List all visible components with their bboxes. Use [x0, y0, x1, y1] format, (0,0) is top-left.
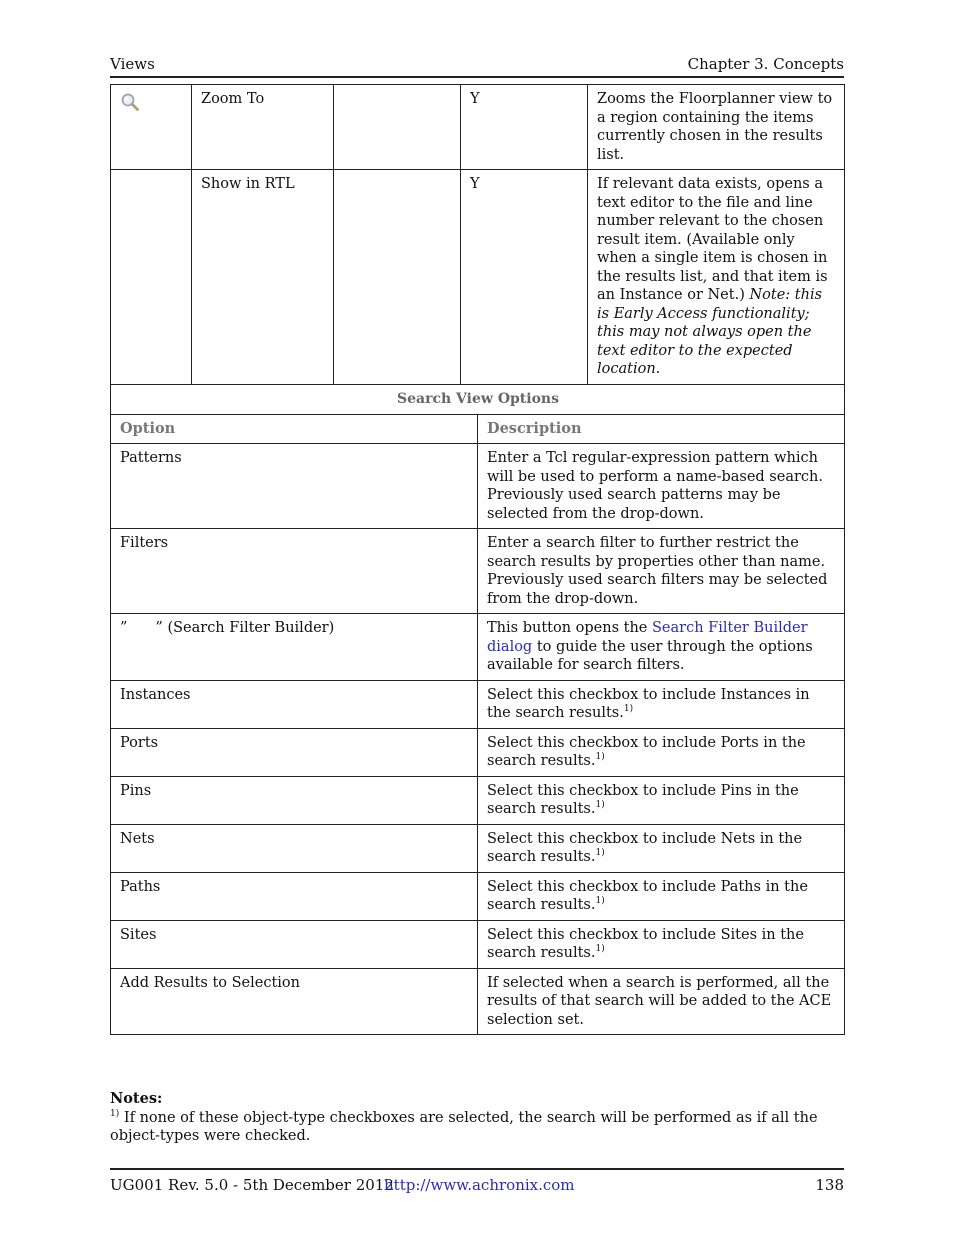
option-name: Paths: [111, 872, 478, 920]
option-name: Instances: [111, 680, 478, 728]
footnote-ref[interactable]: 1): [595, 752, 605, 763]
shortcut-cell: [334, 170, 461, 385]
running-header: [110, 54, 844, 78]
option-description: [478, 680, 845, 728]
footer-url-link[interactable]: http://www.achronix.com: [384, 1176, 575, 1194]
header-section: Views: [110, 55, 155, 73]
flag-cell: Y: [461, 85, 588, 170]
option-name-text: ” (Search Filter Builder): [155, 620, 335, 636]
description-text: Select this checkbox to include Nets in the search results.: [487, 830, 803, 865]
description-text: Select this checkbox to include Ports in the search results.: [487, 734, 806, 769]
description-text: Select this checkbox to include Instances in the search results.: [487, 686, 810, 721]
option-name: Add Results to Selection: [111, 968, 478, 1035]
early-access-note: Note: this is Early Access functionality; this may not always open the text editor to the expected location.: [597, 287, 823, 377]
option-description: Enter a search filter to further restrict the search results by properties other than name. Previously used search filters may be selected from the drop-down.: [478, 529, 845, 614]
button-description: [588, 170, 845, 385]
table-row: [111, 85, 845, 170]
table-row: [111, 444, 845, 529]
option-description: [478, 728, 845, 776]
footnote-text: If none of these object-type checkboxes are selected, the search will be performed as if all the object-types were checked.: [110, 1109, 818, 1144]
table-row: [111, 614, 845, 681]
notes-title: Notes:: [110, 1090, 163, 1107]
option-description: [478, 920, 845, 968]
table-row: [111, 968, 845, 1035]
option-description: [478, 872, 845, 920]
column-header-option: Option: [111, 414, 478, 444]
button-label: Zoom To: [192, 85, 334, 170]
footnote: [110, 1109, 844, 1146]
search-filter-builder-link[interactable]: Search Filter Builder dialog: [487, 620, 808, 655]
footnote-ref[interactable]: 1): [595, 848, 605, 859]
description-text: Select this checkbox to include Pins in the search results.: [487, 782, 799, 817]
option-description: [478, 824, 845, 872]
description-suffix: to guide the user through the options available for search filters.: [487, 638, 813, 673]
page-number: 138: [815, 1176, 844, 1194]
shortcut-cell: [334, 85, 461, 170]
description-text: Select this checkbox to include Sites in the search results.: [487, 926, 804, 961]
button-label: Show in RTL: [192, 170, 334, 385]
option-name: Pins: [111, 776, 478, 824]
column-header-description: Description: [478, 414, 845, 444]
footnote-ref[interactable]: 1): [623, 704, 634, 715]
table-row: [111, 170, 845, 385]
table-row: [111, 728, 845, 776]
option-name: Nets: [111, 824, 478, 872]
table-header-row: [111, 414, 845, 444]
quote-open: ”: [120, 620, 128, 636]
option-description: Enter a Tcl regular-expression pattern which will be used to perform a name-based search. Previously used search patterns may be selected from the drop-down.: [478, 444, 845, 529]
option-description: If selected when a search is performed, all the results of that search will be added to the ACE selection set.: [478, 968, 845, 1035]
button-description: Zooms the Floorplanner view to a region containing the items currently chosen in the results list.: [588, 85, 845, 170]
running-footer: [110, 1168, 844, 1194]
option-name: Sites: [111, 920, 478, 968]
description-prefix: This button opens the: [487, 620, 652, 636]
footer-revision: UG001 Rev. 5.0 - 5th December 2012: [110, 1176, 394, 1194]
footnote-ref[interactable]: 1): [595, 944, 605, 955]
description-text: If relevant data exists, opens a text editor to the file and line number relevant to the chosen result item. (Available only when a single item is chosen in the results list, and that item is an Instance or Net.): [597, 176, 828, 303]
option-name: Filters: [111, 529, 478, 614]
notes-section: [110, 1090, 844, 1146]
option-name: Ports: [111, 728, 478, 776]
table-caption: Search View Options: [111, 385, 845, 415]
footnote-mark: 1): [110, 1108, 120, 1119]
table-row: [111, 529, 845, 614]
option-description: [478, 776, 845, 824]
table-caption-row: [111, 385, 845, 415]
table-row: [111, 920, 845, 968]
flag-cell: Y: [461, 170, 588, 385]
footnote-ref[interactable]: 1): [595, 896, 605, 907]
table-row: [111, 680, 845, 728]
toolbar-buttons-table: [110, 84, 845, 385]
table-row: [111, 872, 845, 920]
option-name: [111, 614, 478, 681]
table-row: [111, 776, 845, 824]
icon-cell: [111, 170, 192, 385]
table-row: [111, 824, 845, 872]
icon-cell: [111, 85, 192, 170]
search-view-options-table: [110, 384, 845, 1035]
magnifier-icon: [120, 92, 140, 118]
header-chapter: Chapter 3. Concepts: [687, 55, 844, 73]
description-text: Select this checkbox to include Paths in the search results.: [487, 878, 808, 913]
footnote-ref[interactable]: 1): [595, 800, 605, 811]
option-name: Patterns: [111, 444, 478, 529]
option-description: [478, 614, 845, 681]
